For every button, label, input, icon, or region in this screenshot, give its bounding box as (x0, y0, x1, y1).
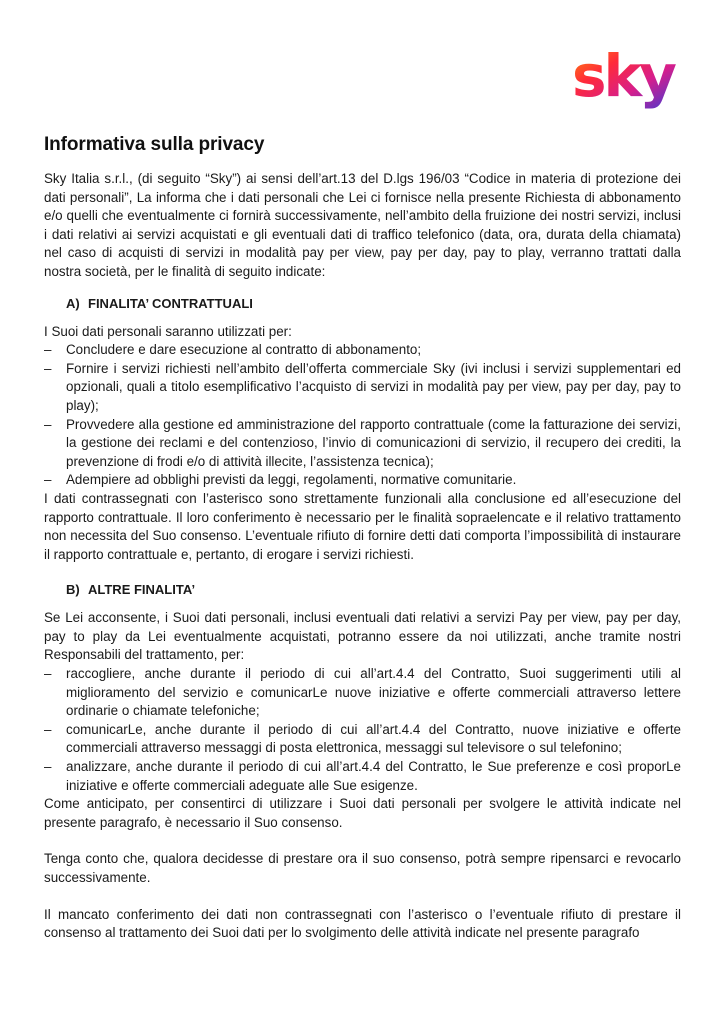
list-item: – raccogliere, anche durante il periodo di cui all’art.4.4 del Contratto, Suoi suggerimenti utili al miglioramento del servizio e comunicarLe nuove iniziative e offerte commerciali attraverso lettere ordinarie o chiamate telefoniche; (44, 665, 681, 721)
revocation-paragraph: Tenga conto che, qualora decidesse di prestare ora il suo consenso, potrà sempre ripensarci e revocarlo successivamente. (44, 851, 681, 885)
intro-paragraph: Sky Italia s.r.l., (di seguito “Sky”) ai sensi dell’art.13 del D.lgs 196/03 “Codice in materia di protezione dei dati personali”, La informa che i dati personali che Lei ci fornisce nella presente Richiesta di abbonamento e/o quelli che eventualmente ci fornirà successivamente, nell’ambito della fruizione dei nostri servizi, inclusi i dati relativi ai servizi acquistati e gli eventuali dati di traffico telefonico (data, ora, durata della chiamata) nel caso di acquisti di servizi in modalità pay per view, pay per day, pay to play, verranno trattati dalla nostra società, per le finalità di seguito indicate: (44, 171, 681, 279)
section-b-lead: Se Lei acconsente, i Suoi dati personali, inclusi eventuali dati relativi a servizi Pay per view, pay per day, pay to play da Lei eventualmente acquistati, potranno essere da noi utilizzati, anche tramite nostri Responsabili del trattamento, per: (44, 610, 681, 663)
section-a-closing: I dati contrassegnati con l’asterisco sono strettamente funzionali alla conclusione ed all’esecuzione del rapporto contrattuale. Il loro conferimento è necessario per le finalità sopraelencate e il relativo trattamento non necessita del Suo consenso. L’eventuale rifiuto di fornire detti dati comporta l’impossibilità di instaurare il rapporto contrattuale e, pertanto, di erogare i servizi richiesti. (44, 490, 681, 562)
refusal-paragraph: Il mancato conferimento dei dati non contrassegnati con l’asterisco o l’eventuale rifiuto di prestare il consenso al trattamento dei Suoi dati per lo svolgimento delle attività indicate nel presente paragrafo (44, 906, 681, 941)
svg-text:sky: sky (572, 42, 674, 110)
section-a-lead: I Suoi dati personali saranno utilizzati per: (44, 323, 292, 339)
section-a-heading (66, 296, 681, 311)
sky-logo (568, 40, 686, 120)
section-b-letter: B) (66, 582, 80, 598)
section-a-title: FINALITA’ CONTRATTUALI (88, 295, 253, 311)
list-item: – analizzare, anche durante il periodo di cui all’art.4.4 del Contratto, le Sue preferenze e così proporLe iniziative e offerte commerciali adeguate alle Sue esigenze. (44, 758, 681, 795)
section-b-heading (66, 582, 681, 597)
document-body (44, 134, 681, 943)
section-b-title: ALTRE FINALITA’ (88, 582, 196, 598)
section-b-closing: Come anticipato, per consentirci di utilizzare i Suoi dati personali per svolgere le attività indicate nel presente paragrafo, è necessario il Suo consenso. (44, 796, 681, 830)
section-a-list (44, 341, 681, 490)
section-b-list (44, 665, 681, 795)
list-item: – comunicarLe, anche durante il periodo di cui all’art.4.4 del Contratto, nuove iniziative e offerte commerciali attraverso messaggi di posta elettronica, messaggi sul televisore o sul telefonino; (44, 721, 681, 758)
list-item: – Adempiere ad obblighi previsti da leggi, regolamenti, normative comunitarie. (44, 471, 681, 490)
section-a-letter: A) (66, 295, 80, 311)
page-title: Informativa sulla privacy (44, 134, 265, 155)
list-item: – Provvedere alla gestione ed amministrazione del rapporto contrattuale (come la fatturazione dei servizi, la gestione dei reclami e del contenzioso, l’invio di comunicazioni di servizio, il recupero dei crediti, la prevenzione di frodi e/o di attività illecite, l’assistenza tecnica); (44, 416, 681, 472)
list-item: – Concludere e dare esecuzione al contratto di abbonamento; (44, 341, 681, 360)
list-item: – Fornire i servizi richiesti nell’ambito dell’offerta commerciale Sky (ivi inclusi i servizi supplementari ed opzionali, quali a titolo esemplificativo l’acquisto di servizi in modalità pay per view, pay per day, pay to play); (44, 360, 681, 416)
